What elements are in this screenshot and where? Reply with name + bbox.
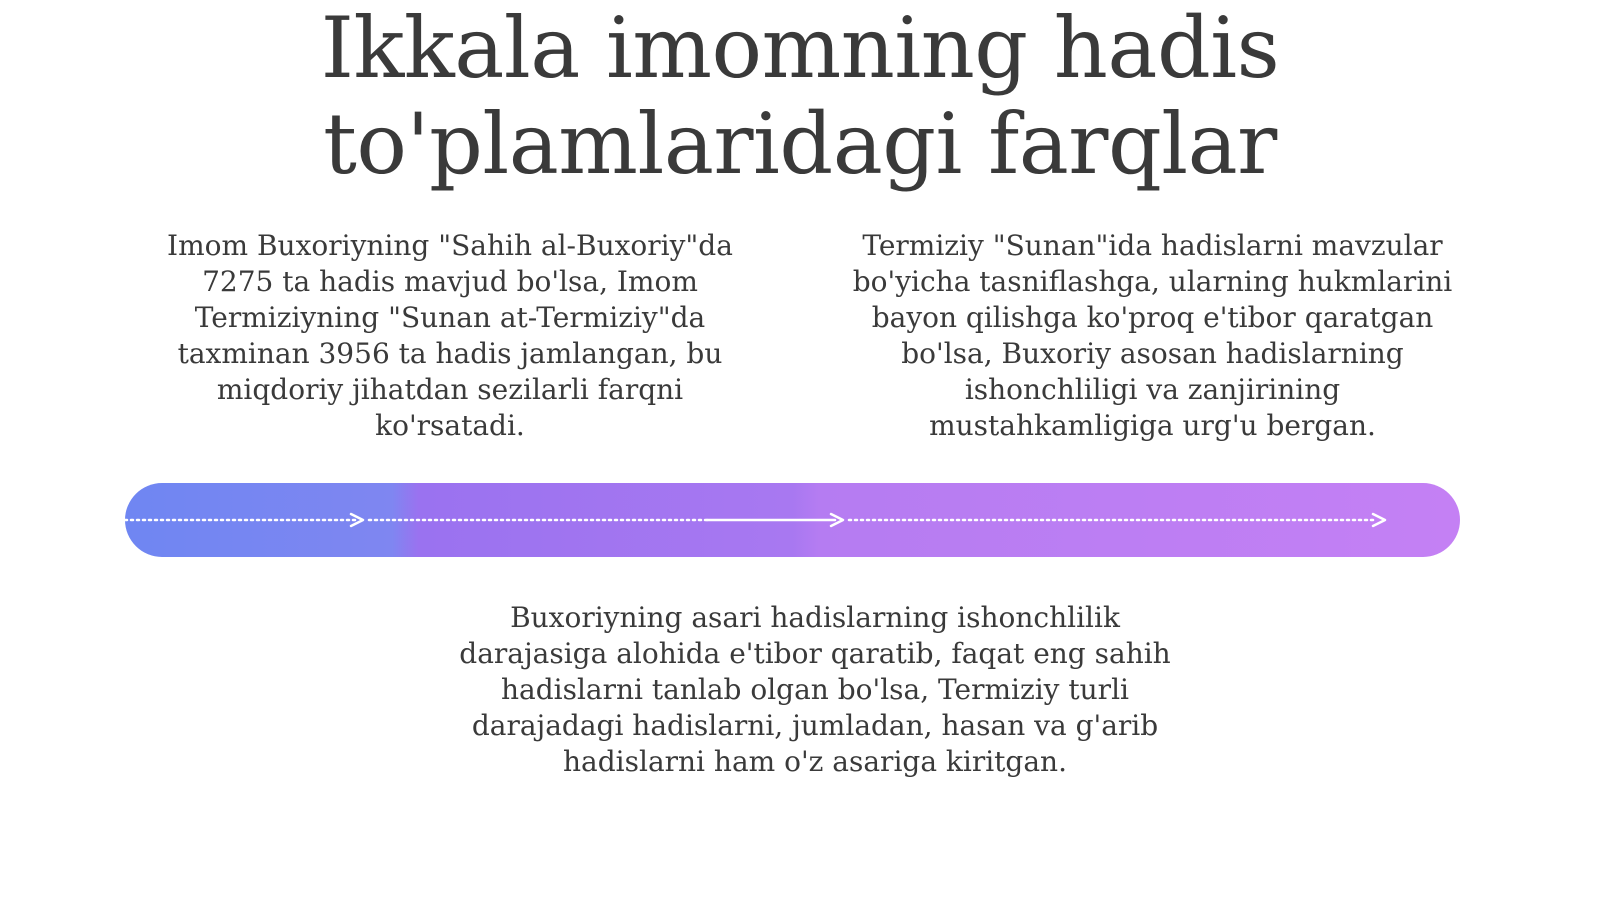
title-line-2: to'plamlaridagi farqlar — [323, 95, 1277, 193]
timeline-bar — [125, 483, 1460, 557]
arrow-head-3-icon — [1373, 514, 1385, 526]
page-title — [0, 0, 1600, 192]
left-paragraph: Imom Buxoriyning "Sahih al-Buxoriy"da 7275 ta hadis mavjud bo'lsa, Imom Termiziyning "Sunan at-Termiziy"da taxminan 3956 ta hadis jamlangan, bu miqdoriy jihatdan sezilarli farqni ko'rsatadi. — [167, 229, 733, 442]
title-line-1: Ikkala imomning hadis — [320, 0, 1280, 97]
right-paragraph: Termiziy "Sunan"ida hadislarni mavzular bo'yicha tasniflashga, ularning hukmlarini bayon qilishga ko'proq e'tibor qaratgan bo'lsa, Buxoriy asosan hadislarning ishonchliligi va zanjirining mustahkamligiga urg'u bergan. — [852, 229, 1453, 442]
bottom-paragraph: Buxoriyning asari hadislarning ishonchlilik darajasiga alohida e'tibor qaratib, faqat eng sahih hadislarni tanlab olgan bo'lsa, Termiziy turli darajadagi hadislarni, jumladan, hasan va g'arib hadislarni ham o'z asariga kiritgan. — [459, 601, 1171, 778]
timeline-arrows — [125, 483, 1460, 557]
